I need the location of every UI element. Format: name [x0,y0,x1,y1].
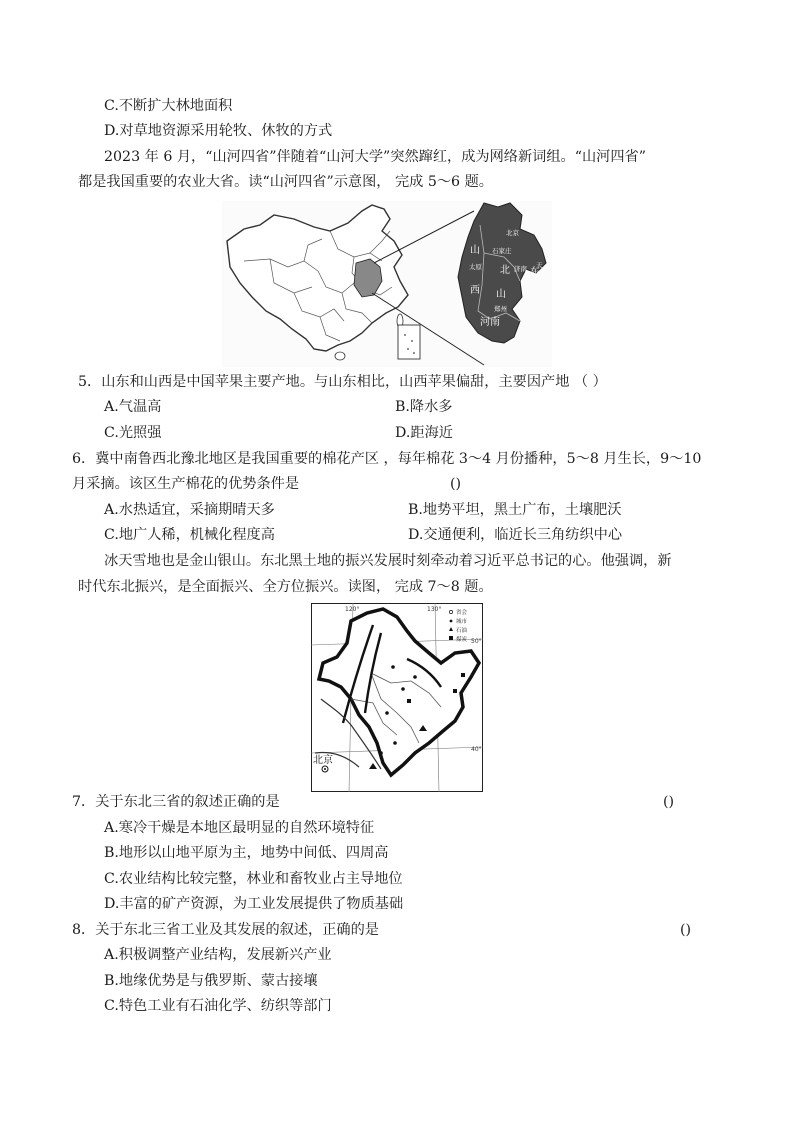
label-shijiazhuang: 石家庄 [492,247,512,255]
label-shanxi-1: 山 [470,245,480,256]
question-7-answer-blank: () [663,794,675,810]
question-8-option-c: C.特色工业有石油化学、纺织等部门 [104,998,332,1014]
question-5-option-b: B.降水多 [395,399,453,415]
shanhe-four-provinces-map [222,201,552,367]
intro-5-6-line2: 都是我国重要的农业大省。读“山河四省”示意图， 完成 5～6 题。 [78,174,493,190]
intro-5-6-line1: 2023 年 6 月，“山河四省”伴随着“山河大学”突然蹿红，成为网络新词组。“山河四省” [104,149,646,165]
label-shandong-2: 东 [530,267,540,278]
question-6-line2: 月采摘。该区生产棉花的优势条件是 [72,476,300,492]
label-zhengzhou: 郑州 [494,305,507,313]
question-8-answer-blank: () [680,922,692,938]
label-hebei: 北 [500,265,510,276]
intro-7-8-line2: 时代东北振兴，是全面振兴、全方位振兴。读图， 完成 7～8 题。 [78,579,493,595]
legend-oil: 石油 [456,628,468,634]
question-7-option-c: C.农业结构比较完整，林业和畜牧业占主导地位 [104,871,403,887]
question-8: 8．关于东北三省工业及其发展的叙述，正确的是 [72,922,379,938]
question-5-option-c: C.光照强 [104,425,162,441]
label-henan: 河南 [480,317,500,328]
label-lat-40: 40° [471,746,482,753]
question-5-option-a: A.气温高 [104,399,162,415]
question-5-option-d: D.距海近 [395,425,453,441]
label-shandong-1: 山 [496,289,506,300]
question-6-option-a: A.水热适宜，采摘期晴天多 [104,502,275,518]
label-lon-120: 120° [345,606,360,613]
question-6-option-c: C.地广人稀，机械化程度高 [104,527,275,543]
question-6-option-b: B.地势平坦，黑土广布，土壤肥沃 [408,502,622,518]
legend-coal: 煤炭 [456,637,468,643]
legend-city: 城市 [456,619,468,625]
label-beijing: 北京 [313,755,333,766]
label-lon-130: 130° [427,606,442,613]
question-7-option-a: A.寒冷干燥是本地区最明显的自然环境特征 [104,820,375,836]
question-7: 7．关于东北三省的叙述正确的是 [72,794,280,810]
question-5: 5．山东和山西是中国苹果主要产地。与山东相比，山西苹果偏甜，主要因产地 （ ） [78,374,607,390]
question-6-answer-blank: () [450,476,462,492]
question-7-option-d: D.丰富的矿产资源，为工业发展提供了物质基础 [104,896,404,912]
question-6-line1: 6．冀中南鲁西北豫北地区是我国重要的棉花产区 ，每年棉花 3～4 月份播种，5～8 月生长，9～10 [72,451,702,467]
label-shanxi-2: 西 [470,285,480,296]
label-beijing: 北京 [506,229,519,237]
intro-7-8-line1: 冰天雪地也是金山银山。东北黑土地的振兴发展时刻牵动着习近平总书记的心。他强调，新 [104,553,672,569]
question-7-option-b: B.地形以山地平原为主，地势中间低、四周高 [104,845,389,861]
northeast-china-map [311,603,483,792]
question-6-option-d: D.交通便利，临近长三角纺织中心 [408,527,623,543]
label-lat-50: 50° [471,638,482,645]
label-taiyuan: 太原 [469,263,482,271]
option-c-previous: C.不断扩大林地面积 [104,98,233,114]
question-8-option-b: B.地缘优势是与俄罗斯、蒙古接壤 [104,973,318,989]
question-8-option-a: A.积极调整产业结构，发展新兴产业 [104,947,332,963]
option-d-previous: D.对草地资源采用轮牧、休牧的方式 [104,123,333,139]
label-jinan: 济南 [514,265,527,273]
legend-capital: 省会 [456,610,468,616]
label-tianjin: 天 [536,261,543,269]
